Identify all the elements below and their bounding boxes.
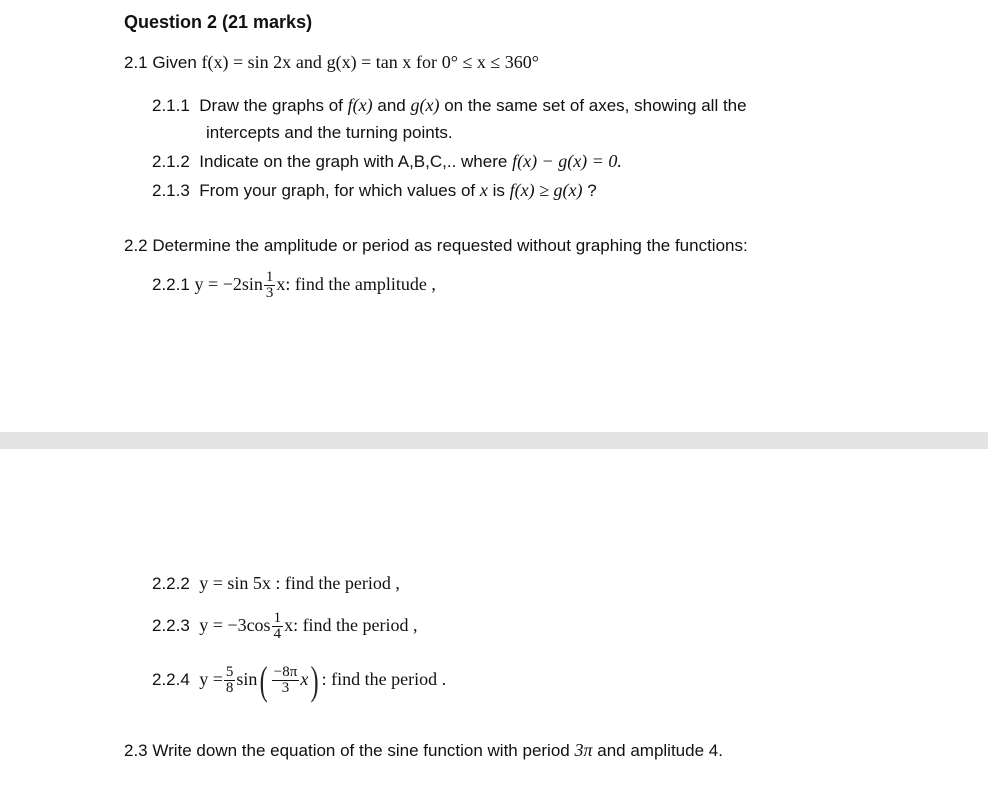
for-word: for xyxy=(416,52,438,72)
inequality: f(x) ≥ g(x) xyxy=(509,180,583,200)
page-2 xyxy=(0,449,988,790)
q2-1-1-text-c: intercepts and the turning points. xyxy=(206,123,453,142)
q2-2-1-denominator: 3 xyxy=(265,285,274,302)
q2-2-2-line xyxy=(152,572,400,595)
q2-2-3-line xyxy=(152,607,418,644)
q2-2-4-x: x xyxy=(300,669,309,689)
q2-2-1-fraction xyxy=(264,270,276,301)
q2-1-3-is: is xyxy=(492,181,505,200)
domain-range: 0° ≤ x ≤ 360° xyxy=(441,52,539,72)
q2-3-text-b: and amplitude 4. xyxy=(597,741,723,760)
question-title: Question 2 (21 marks) xyxy=(124,12,313,32)
q2-2-4-inner-fraction xyxy=(272,665,300,696)
g-definition: g(x) = tan x xyxy=(326,52,412,72)
f-definition: f(x) = sin 2x xyxy=(201,52,292,72)
and-word: and xyxy=(295,52,322,72)
q2-1-1-text-b: on the same set of axes, showing all the xyxy=(444,96,747,115)
q2-2-4-number: 2.2.4 xyxy=(152,670,190,689)
q2-1-number: 2.1 xyxy=(124,53,148,72)
q2-2-4-coef-numerator: 5 xyxy=(225,664,234,681)
q2-2-4-rest: : find the period . xyxy=(321,669,447,689)
right-paren: ) xyxy=(310,657,319,703)
q2-2-3-numerator: 1 xyxy=(273,610,282,627)
q2-3-period: 3π xyxy=(574,740,593,760)
q2-2-3-lhs: y = −3cos xyxy=(199,615,271,635)
q2-1-1-number: 2.1.1 xyxy=(152,96,190,115)
q2-2-4-lhs: y = xyxy=(199,669,223,689)
q2-1-1-and: and xyxy=(377,96,406,115)
q2-1-2-number: 2.1.2 xyxy=(152,152,190,171)
q2-1-3-question-mark: ? xyxy=(587,181,597,200)
q2-3-text-a: 2.3 Write down the equation of the sine function with period xyxy=(124,741,570,760)
f-symbol: f(x) xyxy=(347,95,373,115)
q2-2-2-expression: y = sin 5x : find the period , xyxy=(199,573,400,593)
q2-1-2-line xyxy=(152,150,622,173)
q2-3-line xyxy=(124,739,723,762)
q2-2-4-coef-denominator: 8 xyxy=(225,680,234,697)
q2-2-1-line xyxy=(152,266,436,303)
q2-2-4-sin: sin xyxy=(236,669,258,689)
q2-2-3-rest: x: find the period , xyxy=(284,615,418,635)
q2-2-4-line xyxy=(152,657,446,702)
q2-2-3-fraction xyxy=(272,611,284,642)
q2-1-1-line1 xyxy=(152,94,747,117)
q2-2-1-rest: x: find the amplitude , xyxy=(276,274,436,294)
q2-1-2-text: Indicate on the graph with A,B,C,.. where xyxy=(199,152,508,171)
q2-2-2-number: 2.2.2 xyxy=(152,574,190,593)
q2-1-given xyxy=(124,51,539,74)
q2-1-1-text-a: Draw the graphs of xyxy=(199,96,343,115)
q2-2-intro: 2.2 Determine the amplitude or period as requested without graphing the functions: xyxy=(124,236,748,255)
q2-2-1-number: 2.2.1 xyxy=(152,275,190,294)
q2-2-1-lhs: y = −2sin xyxy=(194,274,263,294)
q2-1-3-text: From your graph, for which values of xyxy=(199,181,476,200)
q2-1-given-word: Given xyxy=(152,53,197,72)
q2-2-1-numerator: 1 xyxy=(265,269,274,286)
left-paren: ( xyxy=(260,657,269,703)
g-symbol: g(x) xyxy=(410,95,440,115)
q2-2-3-number: 2.2.3 xyxy=(152,616,190,635)
q2-2-4-inner-denominator: 3 xyxy=(281,680,290,697)
q2-1-3-number: 2.1.3 xyxy=(152,181,190,200)
q2-2-3-denominator: 4 xyxy=(273,626,282,643)
q2-2-4-inner-numerator: −8π xyxy=(273,664,298,681)
q2-2-4-coefficient xyxy=(224,665,236,696)
x-variable: x xyxy=(479,180,488,200)
q2-1-3-line xyxy=(152,179,597,202)
page-gap xyxy=(0,432,988,449)
difference-equation: f(x) − g(x) = 0. xyxy=(512,151,622,171)
